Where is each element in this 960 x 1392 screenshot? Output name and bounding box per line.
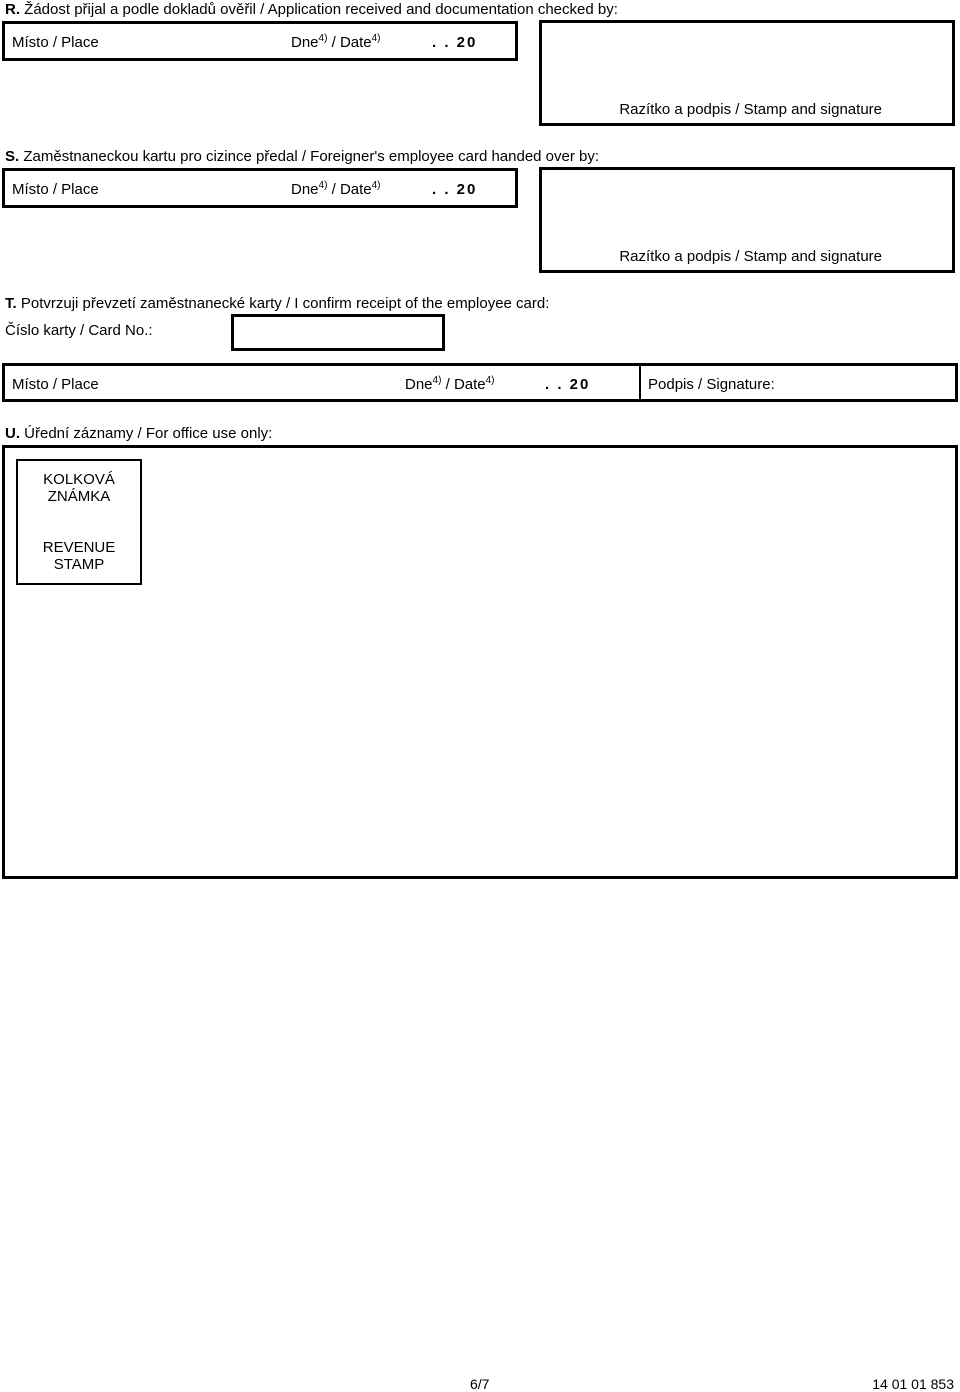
stamp-text-znamka: ZNÁMKA (47, 488, 111, 505)
section-s-letter: S. (5, 148, 20, 165)
stamp-text-kolkova: KOLKOVÁ (43, 471, 115, 488)
card-number-input[interactable] (231, 314, 445, 351)
section-s-stamp-signature-box[interactable] (539, 167, 955, 273)
stamp-text-stamp: STAMP (53, 556, 105, 573)
revenue-stamp-box (16, 459, 142, 585)
form-code: 14 01 01 853 (872, 1376, 954, 1392)
office-use-box[interactable] (2, 445, 958, 879)
section-r-heading (5, 1, 618, 18)
date-label: Dne$^{4)}$ / Date$^{4)}$ (405, 375, 495, 393)
place-label: Místo / Place (12, 181, 99, 198)
section-s-heading (5, 148, 599, 165)
section-s-place-date-field[interactable] (2, 168, 518, 208)
section-r-letter: R. (5, 1, 20, 18)
section-t-heading (5, 295, 549, 312)
section-u-title: Úřední záznamy / For office use only: (24, 425, 273, 442)
section-r-place-date-field[interactable] (2, 21, 518, 61)
stamp-text-revenue: REVENUE (42, 539, 116, 556)
section-s-title: Zaměstnaneckou kartu pro cizince předal / Foreigner's employee card handed over by: (23, 148, 600, 165)
section-r-title: Žádost přijal a podle dokladů ověřil / Application received and documentation checked by: (24, 1, 618, 18)
date-year-prefix: . . 20 (432, 181, 478, 198)
place-label: Místo / Place (12, 34, 99, 51)
signature-divider (639, 366, 641, 399)
stamp-signature-label: Razítko a podpis / Stamp and signature (619, 101, 882, 118)
section-u-heading (5, 425, 272, 442)
section-u-letter: U. (5, 425, 20, 442)
section-t-place-date-signature-row[interactable] (2, 363, 958, 402)
stamp-signature-label: Razítko a podpis / Stamp and signature (619, 248, 882, 265)
signature-label: Podpis / Signature: (648, 376, 775, 393)
date-year-prefix: . . 20 (545, 376, 591, 393)
date-label: Dne$^{4)}$ / Date$^{4)}$ (291, 180, 381, 198)
card-number-label: Číslo karty / Card No.: (5, 322, 153, 339)
section-t-letter: T. (5, 295, 17, 312)
section-r-stamp-signature-box[interactable] (539, 20, 955, 126)
page-number: 6/7 (470, 1376, 490, 1392)
date-label: Dne$^{4)}$ / Date$^{4)}$ (291, 33, 381, 51)
place-label: Místo / Place (12, 376, 99, 393)
date-year-prefix: . . 20 (432, 34, 478, 51)
section-t-title: Potvrzuji převzetí zaměstnanecké karty / I confirm receipt of the employee card: (20, 295, 550, 312)
